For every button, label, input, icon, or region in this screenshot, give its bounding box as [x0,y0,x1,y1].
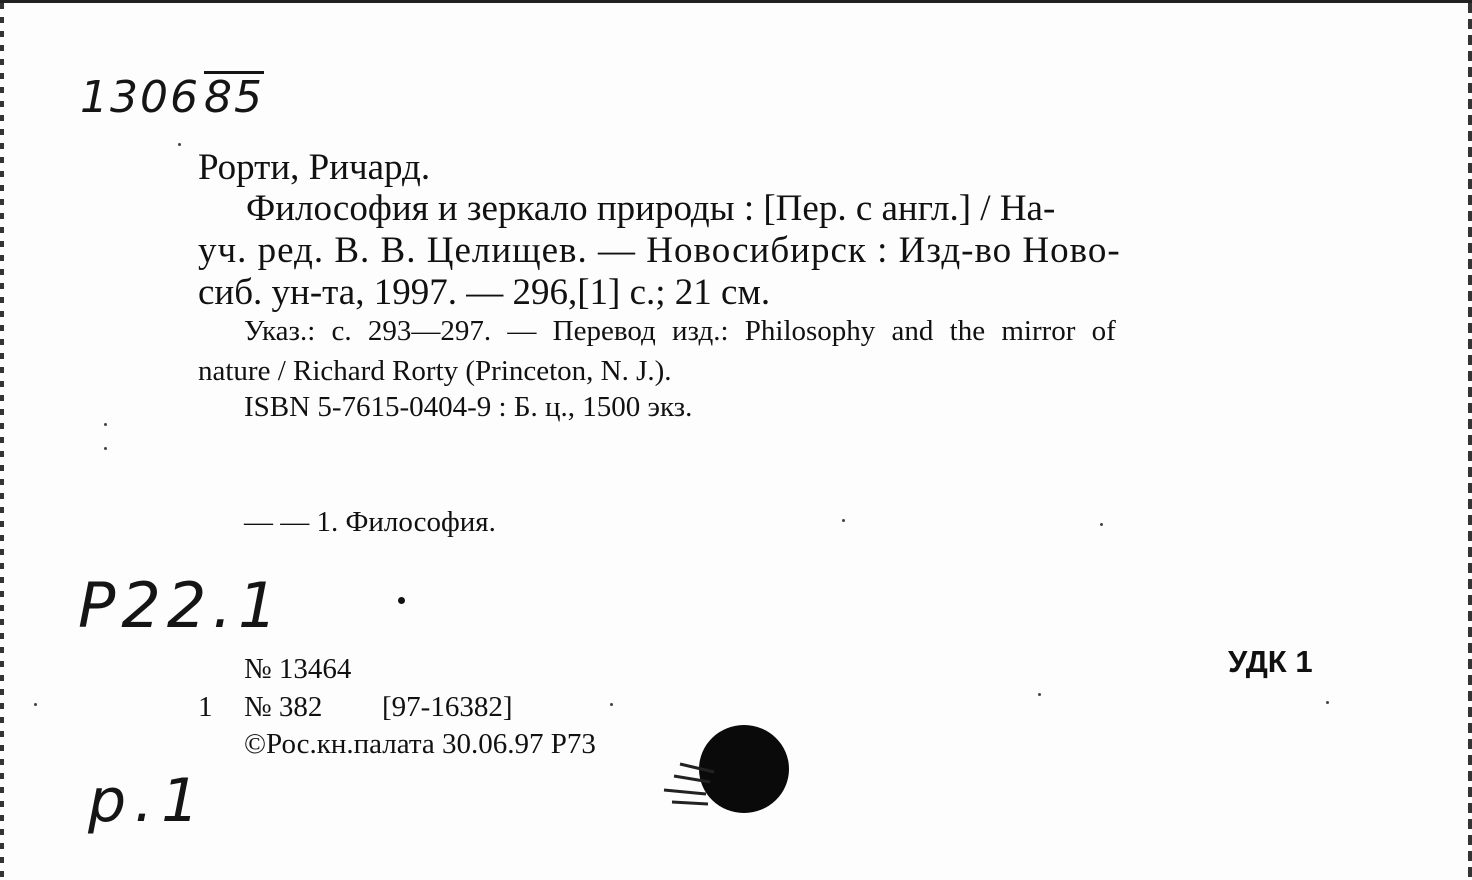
handwritten-shelf-mark: P22.1 [78,569,284,642]
title-line-1-text: Философия и зеркало природы : [Пер. с англ.] / На- [246,188,1056,229]
udc-classification: УДК 1 [1228,644,1313,679]
speckle [104,423,107,426]
title-line-2: уч. ред. В. В. Целищев. — Новосибирск : Изд-во Ново- [198,230,1121,271]
speckle [1038,693,1041,696]
ink-dot [398,597,405,604]
handwritten-bottom-mark: p.1 [88,766,208,836]
hole-scratch-marks [650,758,730,818]
speckle [34,703,37,706]
record-number: № 382 [244,691,323,723]
number-line: № 13464 [244,653,352,685]
book-chamber-stamp: ©Рос.кн.палата 30.06.97 Р73 [244,728,596,760]
speckle [104,447,107,450]
title-line-1 [198,190,1338,227]
speckle [178,143,181,146]
note-line-2: nature / Richard Rorty (Princeton, N. J.). [198,355,672,387]
record-code: [97-16382] [382,691,513,723]
author-heading: Рорти, Ричард. [198,147,431,188]
speckle [1326,701,1329,704]
isbn-line: ISBN 5-7615-0404-9 : Б. ц., 1500 экз. [244,391,693,423]
subject-heading: — — 1. Философия. [244,506,496,538]
inventory-number-suffix: 85 [203,72,264,123]
note-line-1: Указ.: с. 293—297. — Перевод изд.: Philosophy and the mirror of [244,315,1116,347]
handwritten-inventory-number [80,71,264,123]
speckle [842,519,845,522]
speckle [610,703,613,706]
inventory-number-main: 1306 [80,72,200,123]
copy-count: 1 [198,691,213,723]
speckle [1100,523,1103,526]
title-line-3: сиб. ун-та, 1997. — 296,[1] с.; 21 см. [198,272,771,313]
